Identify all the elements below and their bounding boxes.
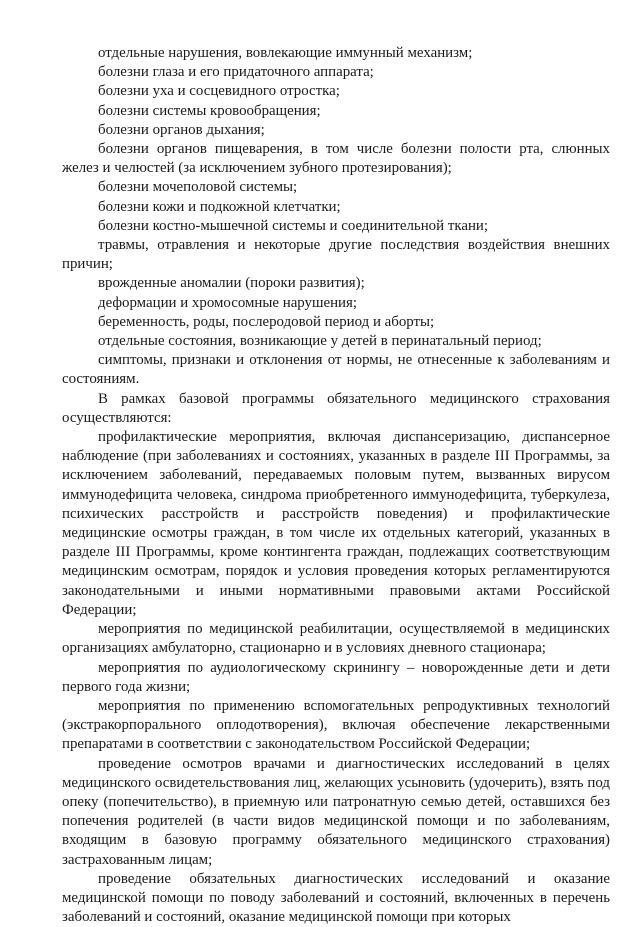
paragraph: болезни органов пищеварения, в том числе болезни полости рта, слюнных желез и челюстей (за исключением зубного протезирования);	[62, 141, 610, 177]
document-page	[62, 44, 610, 927]
paragraph: болезни кожи и подкожной клетчатки;	[98, 198, 341, 215]
paragraph: болезни глаза и его придаточного аппарата;	[98, 64, 374, 81]
paragraph: болезни уха и сосцевидного отростка;	[98, 83, 340, 100]
paragraph: проведение обязательных диагностических исследований и оказание медицинской помощи по поводу заболеваний и состояний, включенных в перечень заболеваний и состояний, оказание медицинской помощи при которых	[62, 870, 610, 926]
paragraph: беременность, роды, послеродовой период и аборты;	[98, 313, 435, 330]
paragraph: мероприятия по медицинской реабилитации, осуществляемой в медицинских организациях амбулаторно, стационарно и в условиях дневного стационара;	[62, 621, 610, 657]
paragraph: мероприятия по аудиологическому скринингу – новорожденные дети и дети первого года жизни;	[62, 659, 610, 695]
paragraph: проведение осмотров врачами и диагностических исследований в целях медицинского освидетельствования лиц, желающих усыновить (удочерить), взять под опеку (попечительство), в приемную или патронатную семью детей, оставшихся без попечения родителей (в части видов медицинской помощи и по заболеваниям, входящим в базовую программу обязательного медицинского страхования) застрахованным лицам;	[62, 755, 610, 868]
paragraph: болезни органов дыхания;	[98, 121, 265, 138]
paragraph: травмы, отравления и некоторые другие последствия воздействия внешних причин;	[62, 237, 610, 273]
paragraph: В рамках базовой программы обязательного медицинского страхования осуществляются:	[62, 390, 610, 426]
paragraph: болезни костно-мышечной системы и соединительной ткани;	[98, 217, 489, 234]
paragraph: профилактические мероприятия, включая диспансеризацию, диспансерное наблюдение (при заболеваниях и состояниях, указанных в разделе III Программы, за исключением заболеваний, передаваемых половым путем, вызванных вирусом иммунодефицита человека, синдрома приобретенного иммунодефицита, туберкулеза, психических расстройств и расстройств поведения) и профилактические медицинские осмотры граждан, в том числе их отдельных категорий, указанных в разделе III Программы, кроме контингента граждан, подлежащих соответствующим медицинским осмотрам, порядок и условия проведения которых регламентируются законодательными и иными нормативными правовыми актами Российской Федерации;	[62, 429, 610, 618]
paragraph: мероприятия по применению вспомогательных репродуктивных технологий (экстракорпорального оплодотворения), включая обеспечение лекарственными препаратами в соответствии с законодательством Российской Федерации;	[62, 697, 610, 753]
paragraph: отдельные состояния, возникающие у детей в перинатальный период;	[98, 333, 542, 350]
paragraph: симптомы, признаки и отклонения от нормы, не отнесенные к заболеваниям и состояниям.	[62, 352, 610, 388]
paragraph: деформации и хромосомные нарушения;	[98, 294, 357, 311]
paragraph: отдельные нарушения, вовлекающие иммунный механизм;	[98, 45, 473, 61]
paragraph: болезни мочеполовой системы;	[98, 179, 298, 196]
paragraph: врожденные аномалии (пороки развития);	[98, 275, 365, 292]
paragraph: болезни системы кровообращения;	[98, 102, 321, 119]
